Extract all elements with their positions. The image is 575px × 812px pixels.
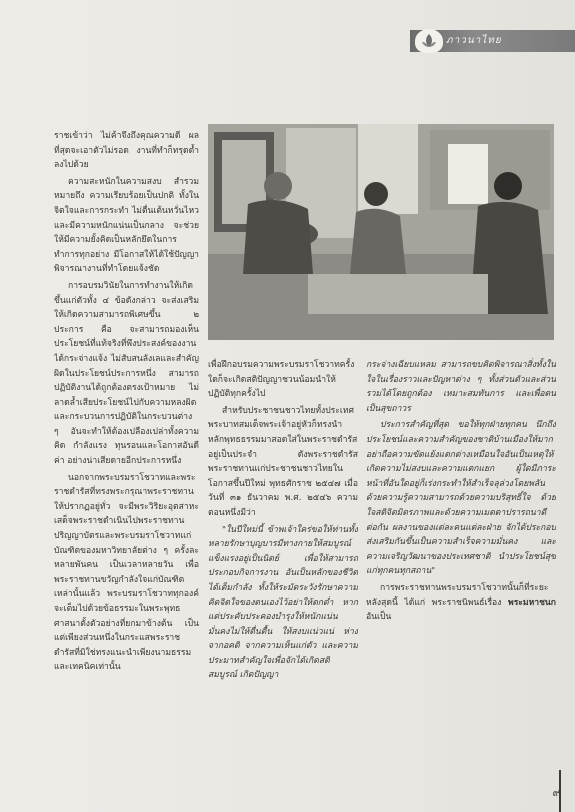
royal-speech-quote: ประการสำคัญที่สุด ขอให้ทุกฝ่ายทุกคน นึกถึงประโยชน์และความสำคัญของชาติบ้านเมืองให้มาก อย่าถือความขัดแย้งแตกต่างเหมือนใจอันเป็นเหตุให้เกิดความไม่สงบและความแตกแยก ผู้ใดมีภาระหน้าที่อันใดอยู่ก็เร่งกระทำให้สำเร็จลุล่วงโดยพลัน ด้วยความรู้ความสามารถด้วยความบริสุทธิ์ใจ ด้วยใจสติจิตมิตรภาพและด้วยความเมตตาปรารถนาดีต่อกัน ผลงานของแต่ละคนแต่ละฝ่าย จักได้ประกอบส่งเสริมกันขึ้นเป็นความสำเร็จความมั่นคง และความเจริญวัฒนาของประเทศชาติ นำประโยชน์สุขแก่ทุกคนทุกสถาน"	[366, 420, 556, 577]
royal-speech-quote: "ในปีใหม่นี้ ข้าพเจ้าใคร่ขอให้ท่านทั้งหลายรักษาบุญบารมีทางกายให้สมบูรณ์แข็งแรงอยู่เป็นนิตย์ เพื่อให้สามารถประกอบกิจการงาน อันเป็นหลักของชีวิตได้เต็มกำลัง ทั้งให้ระมัดระวังรักษาความคิดจิตใจของตนเองไว้อย่าให้ตกต่ำ หากแต่ประคับประคองบำรุงให้หนักแน่นมั่นคงไม่ให้ตื่นตื้น ให้สงบแน่วแน่ ห่างจากอคติ จากความเห็นแก่ตัว และความประมาทสำคัญใจเพื่อจักได้เกิดสติสมบูรณ์ เกิดปัญญา	[208, 524, 358, 681]
paragraph: นอกจากพระบรมราโชวาทและพระราชดำรัสที่ทรงพระกรุณาพระราชทานให้ปรากฏอยู่ทั่ว จะมีพระวิริยะอุตสาหะเสด็จพระราชดำเนินไปพระราชทานปริญญาบัตรและพระบรมราโชวาทแก่บัณฑิตของมหาวิทยาลัยต่าง ๆ ครั้งละหลายพันคน เป็นเวลาหลายวัน เพื่อพระราชทานขวัญกำลังใจแก่บัณฑิตเหล่านั้นแล้ว พระบรมราโชวาททุกองค์จะเต็มไปด้วยข้อธรรมะในพระพุทธศาสนาตั้งตัวอย่างที่ยกมาข้างต้น เป็นแต่เพียงส่วนหนึ่งในกระแสพระราชดำรัสที่มิใช่ทรงแนะนำเพียงนามธรรมและเทคนิคเท่านั้น	[54, 472, 199, 673]
text-column-right	[366, 358, 556, 798]
section-title: ภาวนาไทย	[446, 35, 502, 46]
paragraph: การอบรมวินัยในการทำงานให้เกิดขึ้นแก่ตัวทั้ง ๔ ข้อดังกล่าว จะส่งเสริมให้เกิดความสามารถพิเศษขึ้น ๒ ประการ คือ จะสามารถมองเห็นประโยชน์ที่แท้จริงที่พึงประสงค์ของงานได้กระจ่างแจ้ง ไม่สับสนลังเลและสำคัญผิดในประโยชน์ประการหนึ่ง สามารถปฏิบัติงานได้ถูกต้องตรงเป้าหมาย ไม่ลาดล้ำเสียประโยชน์ไปกับความหลงผิดและกระบวนการปฏิบัติในกระบวนต่าง ๆ อันจะทำให้ต้องเปลืองเปล่าทั้งความคิด กำลังแรง ทุนรอนและโอกาสอันดีค่า อย่างน่าเสียดายอีกประการหนึ่ง	[54, 280, 199, 467]
book-title: พระมหาชนก	[508, 597, 556, 608]
paragraph-text: อันเป็น	[366, 612, 392, 623]
page-number: ๙	[552, 788, 560, 799]
paragraph	[366, 581, 556, 625]
photo-audience	[208, 124, 554, 340]
text-column-left	[54, 129, 199, 789]
lotus-logo-icon	[415, 29, 443, 53]
paragraph-text: การพระราชทานพระบรมราโชวาทนั้นก็ที่ระยะหลังสุดนี้ ได้แก่ พระราชนิพนธ์เรื่อง	[366, 582, 549, 608]
paragraph: เพื่อฝึกอบรมความพระบรมราโชวาทครั้งใดก็จะเกิดสติปัญญาชวนน้อมนำให้ปฏิบัติทุกครั้งไป	[208, 360, 355, 400]
paragraph: สำหรับประชาชนชาวไทยทั้งประเทศ พระบาทสมเด็จพระเจ้าอยู่หัวก็ทรงนำหลักพุทธธรรมมาสอดใส่ในพระราชดำรัสอยู่เป็นประจำ ดังพระราชดำรัสพระราชทานแก่ประชาชนชาวไทยในโอกาสขึ้นปีใหม่ พุทธศักราช ๒๕๔๗ เมื่อวันที่ ๓๑ ธันวาคม พ.ศ. ๒๕๔๖ ความตอนหนึ่งมีว่า	[208, 405, 358, 518]
paragraph: ราชเข้าว่า ไม่ค้าจึงถึงคุณความดี ผล ที่สุดจะเอาตัวไม่รอด งานที่ทำก็ทรุดด้ำ ลงไปด้วย	[54, 131, 199, 171]
paragraph: ความสะหนักในความสงบ สำรวม หมายถึง ความเรียบร้อยเป็นปกติ ทั้งในจิตใจและการกระทำ ไม่ตื่นเต้นหวั่นไหวและมีความหนักแน่นเป็นกลาง จะช่วยให้มีความยั้งคิดเป็นหลักยึดในการทำการทุกอย่าง มีโอกาสให้ได้ใช้ปัญญาพิจารณางานที่ทำโดยแจ้งชัด	[54, 176, 199, 275]
text-column-middle	[208, 358, 358, 798]
royal-speech-quote: กระจ่างเฉียบแหลม สามารถขบคิดพิจารณาสิ่งทั้งในใจในเรื่องราวและปัญหาต่าง ๆ ทั้งส่วนตัวและส่วนรวมได้โดยถูกต้อง เหมาะสมทันการ และเพื่อตนเป็นสุขถาวร	[366, 360, 556, 414]
